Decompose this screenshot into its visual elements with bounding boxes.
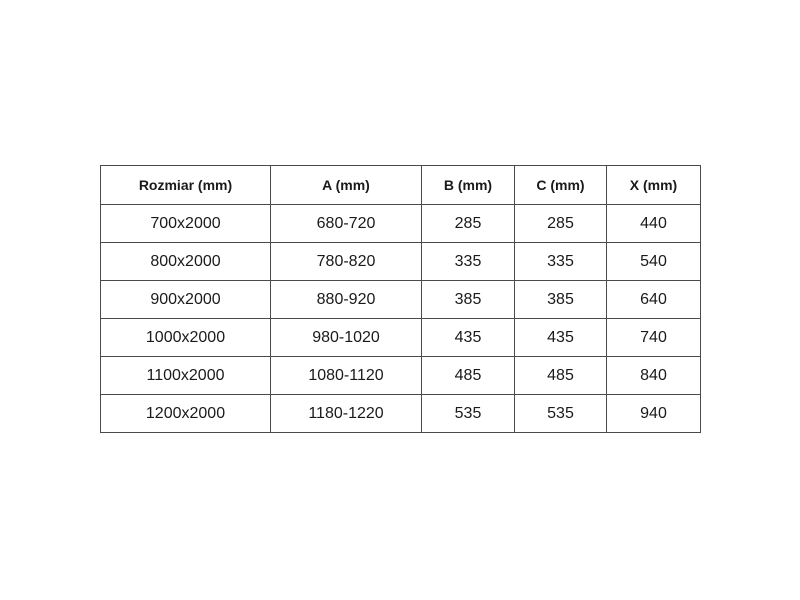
cell-a: 880-920 xyxy=(271,281,422,319)
cell-a: 680-720 xyxy=(271,205,422,243)
table-row xyxy=(101,205,701,243)
cell-size: 1000x2000 xyxy=(101,319,271,357)
cell-size: 700x2000 xyxy=(101,205,271,243)
cell-x: 440 xyxy=(607,205,701,243)
cell-b: 535 xyxy=(422,395,515,433)
table-row xyxy=(101,395,701,433)
header-size: Rozmiar (mm) xyxy=(101,166,271,205)
cell-x: 740 xyxy=(607,319,701,357)
dimensions-table xyxy=(100,165,701,433)
table-row xyxy=(101,281,701,319)
cell-c: 435 xyxy=(515,319,607,357)
header-c: C (mm) xyxy=(515,166,607,205)
cell-b: 285 xyxy=(422,205,515,243)
cell-x: 940 xyxy=(607,395,701,433)
table-row xyxy=(101,243,701,281)
cell-a: 1180-1220 xyxy=(271,395,422,433)
header-b: B (mm) xyxy=(422,166,515,205)
cell-size: 800x2000 xyxy=(101,243,271,281)
cell-size: 1100x2000 xyxy=(101,357,271,395)
cell-c: 335 xyxy=(515,243,607,281)
cell-a: 980-1020 xyxy=(271,319,422,357)
cell-x: 640 xyxy=(607,281,701,319)
table-header-row xyxy=(101,166,701,205)
cell-x: 540 xyxy=(607,243,701,281)
cell-b: 485 xyxy=(422,357,515,395)
cell-c: 285 xyxy=(515,205,607,243)
table-row xyxy=(101,319,701,357)
cell-b: 435 xyxy=(422,319,515,357)
cell-c: 485 xyxy=(515,357,607,395)
cell-b: 385 xyxy=(422,281,515,319)
cell-c: 535 xyxy=(515,395,607,433)
cell-b: 335 xyxy=(422,243,515,281)
cell-c: 385 xyxy=(515,281,607,319)
cell-a: 1080-1120 xyxy=(271,357,422,395)
cell-x: 840 xyxy=(607,357,701,395)
cell-a: 780-820 xyxy=(271,243,422,281)
cell-size: 900x2000 xyxy=(101,281,271,319)
cell-size: 1200x2000 xyxy=(101,395,271,433)
table-row xyxy=(101,357,701,395)
dimensions-table-container xyxy=(100,165,700,433)
header-a: A (mm) xyxy=(271,166,422,205)
header-x: X (mm) xyxy=(607,166,701,205)
